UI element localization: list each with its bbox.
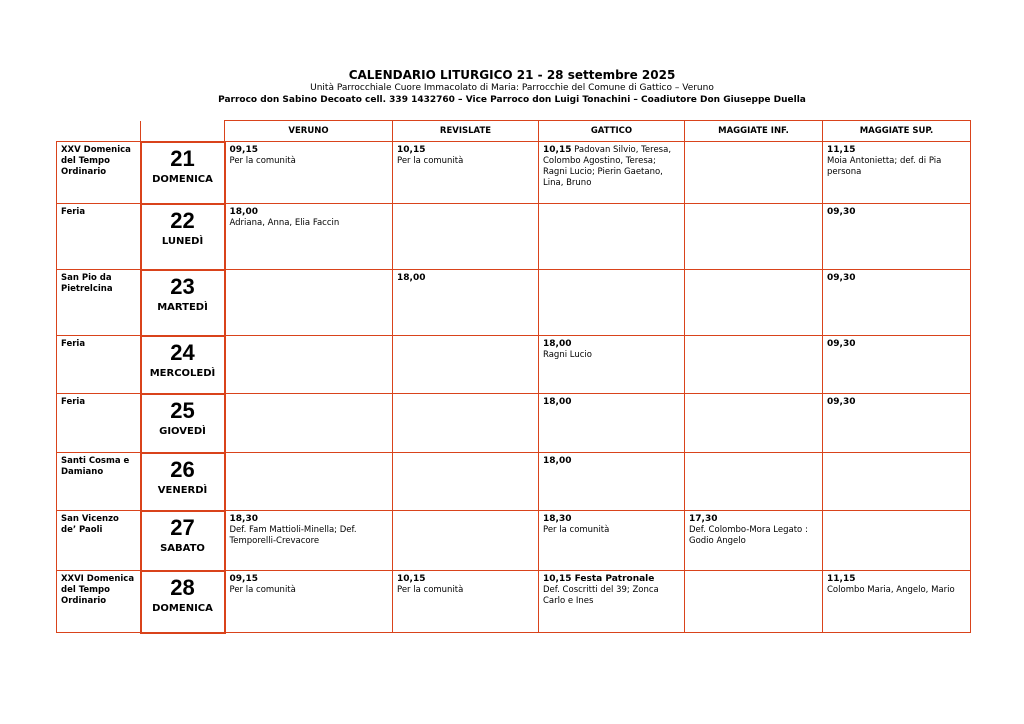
day-number: 28 bbox=[170, 574, 195, 600]
mass-cell bbox=[225, 336, 393, 394]
day-row bbox=[57, 142, 971, 204]
mass-time: 18,00 bbox=[543, 397, 572, 407]
mass-cell bbox=[225, 571, 393, 633]
mass-cell bbox=[539, 453, 685, 511]
mass-cell bbox=[823, 142, 971, 204]
weekday-name: VENERDÌ bbox=[157, 484, 208, 496]
mass-time: 18,30 bbox=[229, 514, 258, 524]
feast-label: Feria bbox=[57, 394, 141, 453]
mass-time: 18,00 bbox=[397, 273, 426, 283]
column-header-maggiate-inf: MAGGIATE INF. bbox=[685, 121, 823, 142]
weekday-name: MERCOLEDÌ bbox=[149, 367, 216, 379]
day-number: 24 bbox=[170, 339, 195, 365]
mass-cell bbox=[685, 142, 823, 204]
weekday-name: DOMENICA bbox=[152, 602, 213, 614]
mass-cell bbox=[823, 511, 971, 571]
feast-label: San Pio da Pietrelcina bbox=[57, 270, 141, 336]
mass-cell bbox=[393, 336, 539, 394]
day-number: 21 bbox=[170, 145, 195, 171]
mass-cell bbox=[539, 571, 685, 633]
mass-cell bbox=[823, 336, 971, 394]
feast-label: Feria bbox=[57, 336, 141, 394]
mass-cell bbox=[393, 394, 539, 453]
mass-time: 09,30 bbox=[827, 273, 856, 283]
mass-time: 10,15 Festa Patronale bbox=[543, 574, 655, 584]
mass-intention: Per la comunità bbox=[397, 585, 464, 595]
clergy-contacts: Parroco don Sabino Decoato cell. 339 1432760 – Vice Parroco don Luigi Tonachini – Coadiutore Don Giuseppe Duella bbox=[218, 95, 806, 105]
weekday-name: SABATO bbox=[160, 542, 205, 554]
mass-cell bbox=[393, 204, 539, 270]
weekday-name: DOMENICA bbox=[152, 173, 213, 185]
mass-cell bbox=[823, 270, 971, 336]
mass-cell bbox=[539, 511, 685, 571]
mass-cell bbox=[823, 204, 971, 270]
blank-header-cell bbox=[57, 121, 141, 142]
mass-cell bbox=[685, 270, 823, 336]
mass-cell bbox=[225, 142, 393, 204]
parish-unit-subtitle: Unità Parrocchiale Cuore Immacolato di Maria: Parrocchie del Comune di Gattico – Veruno bbox=[310, 83, 714, 93]
weekday-name: LUNEDÌ bbox=[161, 235, 204, 247]
mass-cell bbox=[685, 511, 823, 571]
mass-intention: Per la comunità bbox=[543, 525, 610, 535]
mass-intention: Per la comunità bbox=[397, 156, 464, 166]
day-number: 26 bbox=[170, 456, 195, 482]
liturgical-calendar-table bbox=[56, 120, 971, 634]
mass-intention: Colombo Maria, Angelo, Mario bbox=[827, 585, 955, 595]
mass-cell bbox=[539, 336, 685, 394]
mass-time: 18,00 bbox=[543, 339, 572, 349]
feast-label: XXV Domenica del Tempo Ordinario bbox=[57, 142, 141, 204]
mass-intention: Per la comunità bbox=[229, 156, 296, 166]
mass-cell bbox=[225, 394, 393, 453]
mass-cell bbox=[539, 394, 685, 453]
mass-intention: Padovan Silvio, Teresa, Colombo Agostino, Teresa; Ragni Lucio; Pierin Gaetano, Lina, Bruno bbox=[543, 145, 672, 188]
mass-time: 09,15 bbox=[229, 574, 258, 584]
mass-cell bbox=[393, 571, 539, 633]
date-cell bbox=[141, 142, 225, 204]
mass-time: 09,30 bbox=[827, 207, 856, 217]
mass-cell bbox=[823, 453, 971, 511]
date-cell bbox=[141, 453, 225, 511]
day-row bbox=[57, 453, 971, 511]
mass-intention: Moia Antonietta; def. di Pia persona bbox=[827, 156, 942, 177]
document-header bbox=[0, 68, 1024, 106]
date-cell bbox=[141, 270, 225, 336]
calendar-title: CALENDARIO LITURGICO 21 - 28 settembre 2025 bbox=[348, 68, 676, 82]
mass-cell bbox=[393, 142, 539, 204]
mass-cell bbox=[685, 453, 823, 511]
day-number: 25 bbox=[170, 397, 195, 423]
mass-intention: Def. Colombo-Mora Legato : Godio Angelo bbox=[689, 525, 808, 546]
feast-label: XXVI Domenica del Tempo Ordinario bbox=[57, 571, 141, 633]
calendar-body bbox=[57, 142, 971, 633]
day-row bbox=[57, 571, 971, 633]
weekday-name: GIOVEDÌ bbox=[159, 425, 206, 437]
day-row bbox=[57, 204, 971, 270]
column-header-revislate: REVISLATE bbox=[393, 121, 539, 142]
mass-time: 10,15 bbox=[397, 574, 426, 584]
mass-time: 11,15 bbox=[827, 145, 856, 155]
column-header-veruno: VERUNO bbox=[225, 121, 393, 142]
date-cell bbox=[141, 394, 225, 453]
weekday-name: MARTEDÌ bbox=[157, 301, 208, 313]
mass-cell bbox=[393, 270, 539, 336]
feast-label: Feria bbox=[57, 204, 141, 270]
day-row bbox=[57, 270, 971, 336]
date-cell bbox=[141, 571, 225, 633]
mass-intention: Adriana, Anna, Elia Faccin bbox=[229, 218, 340, 228]
day-number: 22 bbox=[170, 207, 195, 233]
day-row bbox=[57, 336, 971, 394]
date-cell bbox=[141, 336, 225, 394]
mass-cell bbox=[539, 270, 685, 336]
date-cell bbox=[141, 511, 225, 571]
mass-time: 11,15 bbox=[827, 574, 856, 584]
mass-time: 09,15 bbox=[229, 145, 258, 155]
feast-label: Santi Cosma e Damiano bbox=[57, 453, 141, 511]
column-header-maggiate-sup: MAGGIATE SUP. bbox=[823, 121, 971, 142]
mass-cell bbox=[539, 142, 685, 204]
column-header-row bbox=[57, 121, 971, 142]
mass-cell bbox=[685, 394, 823, 453]
mass-cell bbox=[225, 511, 393, 571]
mass-cell bbox=[225, 453, 393, 511]
day-number: 27 bbox=[170, 514, 195, 540]
feast-label: San Vicenzo de’ Paoli bbox=[57, 511, 141, 571]
mass-cell bbox=[685, 204, 823, 270]
mass-time: 09,30 bbox=[827, 339, 856, 349]
mass-cell bbox=[823, 394, 971, 453]
mass-cell bbox=[225, 204, 393, 270]
blank-header-cell bbox=[141, 121, 225, 142]
mass-time: 18,00 bbox=[543, 456, 572, 466]
mass-cell bbox=[225, 270, 393, 336]
mass-intention: Per la comunità bbox=[229, 585, 296, 595]
mass-intention: Def. Coscritti del 39; Zonca Carlo e Ines bbox=[543, 585, 659, 606]
mass-cell bbox=[539, 204, 685, 270]
mass-intention: Ragni Lucio bbox=[543, 350, 592, 360]
mass-intention: Def. Fam Mattioli-Minella; Def. Temporelli-Crevacore bbox=[229, 525, 357, 546]
mass-cell bbox=[823, 571, 971, 633]
mass-time: 17,30 bbox=[689, 514, 718, 524]
mass-time: 10,15 bbox=[543, 145, 572, 155]
mass-cell bbox=[393, 453, 539, 511]
date-cell bbox=[141, 204, 225, 270]
day-row bbox=[57, 394, 971, 453]
mass-time: 09,30 bbox=[827, 397, 856, 407]
mass-cell bbox=[393, 511, 539, 571]
mass-cell bbox=[685, 336, 823, 394]
day-number: 23 bbox=[170, 273, 195, 299]
mass-time: 18,00 bbox=[229, 207, 258, 217]
mass-time: 10,15 bbox=[397, 145, 426, 155]
mass-cell bbox=[685, 571, 823, 633]
column-header-gattico: GATTICO bbox=[539, 121, 685, 142]
day-row bbox=[57, 511, 971, 571]
mass-time: 18,30 bbox=[543, 514, 572, 524]
